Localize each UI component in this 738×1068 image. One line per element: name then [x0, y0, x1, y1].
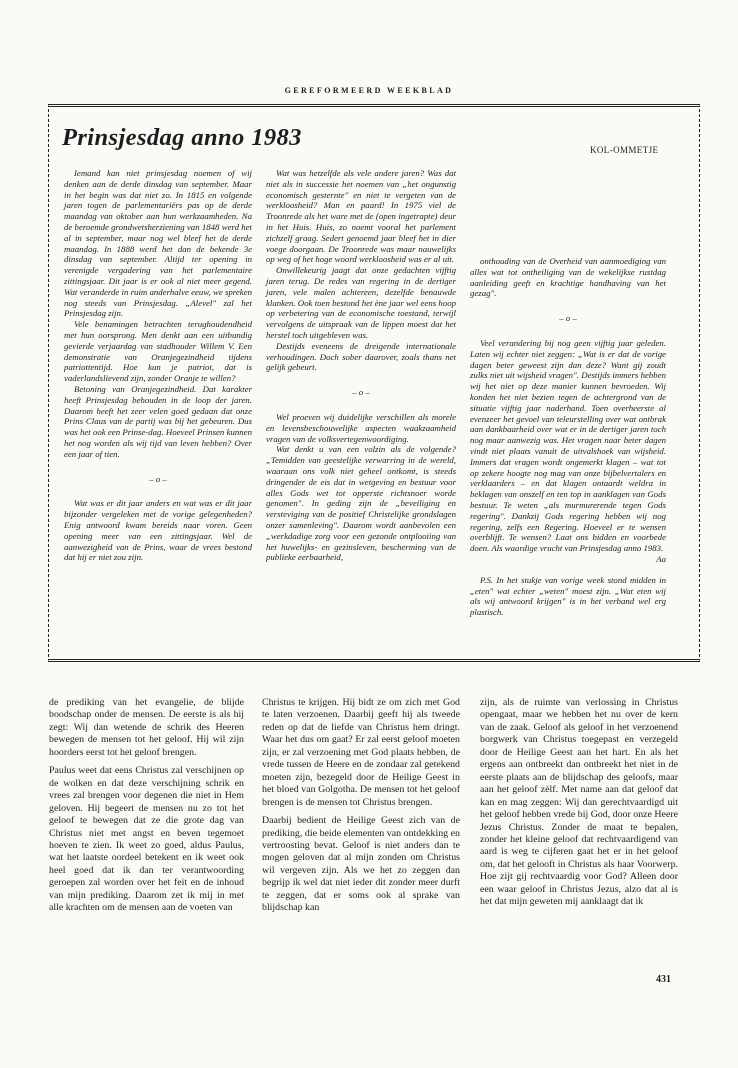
- paragraph: Wat was er dit jaar anders en wat was er dit jaar bijzonder vergeleken met de vorige gelegenheden? Enig antwoord kwam bereids naar voren. Geen opening meer van een zittingsjaar. Wel de aanwezigheid van de Prins, waar de vrees bestond dat hij er niet zou zijn.: [64, 498, 252, 563]
- paragraph: Onwillekeurig jaagt dat onze gedachten vijftig jaren terug. De redes van regering in de dertiger jaren, vele malen achtereen, dezelfde benauwde klanken. Ook toen bestond het ène jaar wel eens hoop op verbetering van de economische toestand, terwijl vervolgens de uitspraak van de lippen moest dat het herstel toch uitgebleven was.: [266, 265, 456, 340]
- paragraph: Betoning van Oranjegezindheid. Dat karakter heeft Prinsjesdag behouden in de loop der jaren. Daarom heeft het zeer velen goed gedaan dat onze Prins Claus van de partij was bij het gebeuren. Dus was het ook een Prinse-dag. Hoeveel Prinsen kunnen het nog worden als wij tijd van leven hebben? Over een jaar of tien.: [64, 383, 252, 459]
- paragraph: Iemand kan niet prinsjesdag noemen of wij denken aan de derde dinsdag van september. Maar in het begin was dat niet zo. In 1815 en volgende jaren togen de parlementariërs pas op de derde maandag van oktober aan hun werkzaamheden. Na de beroemde grondwetsherziening van 1848 werd het al in september, maar nog wel bleef het de derde maandag. In 1888 werd het dan de bekende 3e dinsdag van september. Altijd ter opening in verenigde vergadering van het parlementaire zittingsjaar. Dit jaar is er ook al niet meer gegend. Wat veranderde in ruim anderhalve eeuw, we spreken nog steeds van Prinsjesdag. „Alevel" zal het Prinsjesdag zijn.: [64, 168, 252, 319]
- masthead: GEREFORMEERD WEEKBLAD: [284, 86, 454, 95]
- paragraph: Daarbij bedient de Heilige Geest zich van de prediking, die beide elementen van ontdekking en vertroosting bevat. Geloof is niet anders dan te mogen geloven dat al mijn zonden om Christus wil vergeven zijn. Als we het zo zeggen dan begrijp ik wel dat niet ieder dit zonder meer durft te zeggen, dat er soms ook al sprake van blijdschap kan: [262, 815, 460, 914]
- boxed-column-2: [266, 168, 456, 563]
- paragraph: Destijds eveneens de dreigende internationale verhoudingen. Doch sober daarover, zoals thans net gelijk gebeurt.: [266, 340, 456, 373]
- boxed-column-3: [470, 256, 666, 618]
- author-signature: Aa: [656, 553, 666, 564]
- paragraph: de prediking van het evangelie, de blijde boodschap onder de mensen. De eerste is als hij zegt: Wij dan wetende de schrik des Heeren bewegen de mensen tot het geloof. Hij wil zijn hoorders eerst tot het geloof brengen.: [49, 697, 244, 758]
- column-name: KOL-OMMETJE: [590, 145, 659, 155]
- paragraph: Wel proeven wij duidelijke verschillen als morele en levensbeschouwelijke aspecten waakzaamheid vragen van de volksvertegenwoordiging.: [266, 411, 456, 444]
- boxed-column-1: [64, 168, 252, 563]
- body-column-3: [480, 697, 678, 909]
- paragraph: Christus te krijgen. Hij bidt ze om zich met God te laten verzoenen. Daarbij geeft hij als tweede reden op dat de liefde van Christus hem dringt. Waar het dus om gaat? Er zal eerst geloof moeten zijn, er zal verzoening met God plaats hebben, de vrede tussen de Heere en de zondaar zal getekend moeten zijn, bezegeld door de Heilige Geest in het bloed van Golgotha. De mensen tot het geloof brengen is de mensen tot Christus brengen.: [262, 697, 460, 808]
- article-title: Prinsjesdag anno 1983: [62, 124, 302, 151]
- paragraph: Wat was hetzelfde als vele andere jaren? Was dat niet als in successie het noemen van „het ongunstig economisch gesternte" en niet te vergeten van de werkloosheid? Man en paard! In 1975 viel de Troonrede als het ware met de (open ingetrapte) deur in het Huis. Huis, zo noemt vooral het parlement zichzelf graag. Sedert genoemd jaar bleef het in dier voege doorgaan. De Troonrede was maar nauwelijks op weg of het hoge woord werkloosheid was er al uit.: [266, 168, 456, 265]
- page-number: 431: [656, 974, 671, 985]
- body-column-2: [262, 697, 460, 915]
- paragraph: zijn, als de ruimte van verlossing in Christus opengaat, maar we hebben het nu over de kern van de zaak. Geloof als geloof in het verzoenend borgwerk van Christus toegepast en verzegeld door de Heilige Geest aan het hart. En als het ergens aan ontbreekt dan ontbreekt het niet in de eerste plaats aan de blijdschap des geloofs, maar aan het geloof zèlf. Met name aan dat geloof dat kan en mag zeggen: Wij dan gerechtvaardigd uit het geloof hebben vrede bij God, door onze Heere Jezus Christus. Zonder de maat te bepalen, zonder het kleine geloof dat rechtvaardigend van aard is weg te cijferen gaat het er in het geloof om, dat het gelooft in Christus als haar Voorwerp. Hoe zijt gij rechtvaardig voor God? Alleen door een waar geloof in Christus Jezus, alzo dat al is het dat mijn geweten mij aanklaagt dat ik: [480, 697, 678, 908]
- postscript: P.S. In het stukje van vorige week stond midden in „eten" wat echter „weten" moest zijn. „Wat eten wij als wij antwoord krijgen" is in het verband wel erg plastisch.: [470, 574, 666, 618]
- paragraph: onthouding van de Overheid van aanmoediging van alles wat tot ontheiliging van de wekelijkse rustdag aanleiding geeft en krachtige handhaving van het gezag".: [470, 256, 666, 299]
- paragraph: Veel verandering bij nog geen vijftig jaar geleden. Laten wij echter niet zeggen: „Wat is er dat de vorige dagen beter geweest zijn dan deze? Want gij zoudt zulks niet uit wijsheid vragen". Destijds immers hebben wij het niet op deze manier kunnen bevroeden. Wij konden het niet bezien tegen de achtergrond van de situatie vijftig jaar naderhand. Toen overheerste al evenzeer het gevoel van teleurstelling over wat ontbrak aan dankbaarheid over wat er in de dertiger jaren toch nog maar aanwezig was. Het vragen naar beter dagen vindt niet plaats vanuit de uitvalshoek van wijsheid. Immers dat vragen wordt ongemerkt klagen – wat tot op zekere hoogte nog mag van onze bijbelvertalers en verklaarders – en dat klagen ontaardt weldra in beklagen van onszelf en ten top in aanklagen van Gods bestuur. Te weten „als murmurerende tegen Gods regering". Dankzij Gods regering hebben wij nog regering, zelfs een Regering. Hoeveel er te wensen overblijft. Te wensen? Laat ons bidden en voorbede doen. Als waardige vrucht van Prinsjesdag anno 1983.: [470, 337, 666, 554]
- paragraph: Paulus weet dat eens Christus zal verschijnen op de wolken en dat deze verschijning schrik en vrees zal brengen voor degenen die niet in Hem geloven. Hij begeert de mensen nu zo tot het geloof te bewegen dat ze die grote dag van Christus niet met angst en beven tegemoet hoeven te zien. Ik weet zo goed, aldus Paulus, wat het laatste oordeel betekent en ik weet ook heel goed dat ik dan ter verantwoording geroepen zal worden over het feit en de inhoud van mijn prediking. Daarom zet ik mij in met alle krachten om de mensen aan de voeten van: [49, 765, 244, 914]
- body-column-1: [49, 697, 244, 915]
- section-separator: – o –: [149, 473, 167, 484]
- paragraph: Wat denkt u van een volzin als de volgende? „Temidden van geestelijke verwarring in de wereld, waaraan ons volk niet geheel ontkomt, is steeds dringender de eis dat in wetgeving en bestuur voor alles Gods wet tot opperste richtsnoer worde genomen". In geding zijn de „beveiliging en versteviging van de positief Christelijke grondslagen onzer samenleving". Daarom wordt aanbevolen een „werkdadige zorg voor een gezonde ontplooiing van het huwelijks- en gezinsleven, bescherming van de publieke eerbaarheid,: [266, 444, 456, 563]
- section-separator: – o –: [352, 387, 370, 398]
- paragraph: Vele benamingen betrachten terughoudendheid met hun oorsprong. Men denkt aan een uitbundig gevierde verjaardag van stadhouder Willem V. Een demonstratie van Oranjegezindheid tijdens patriottentijd. Hoe kun je patriot, dat is vaderlandslievend zijn, zonder Oranje te willen?: [64, 319, 252, 384]
- section-separator: – o –: [559, 313, 577, 324]
